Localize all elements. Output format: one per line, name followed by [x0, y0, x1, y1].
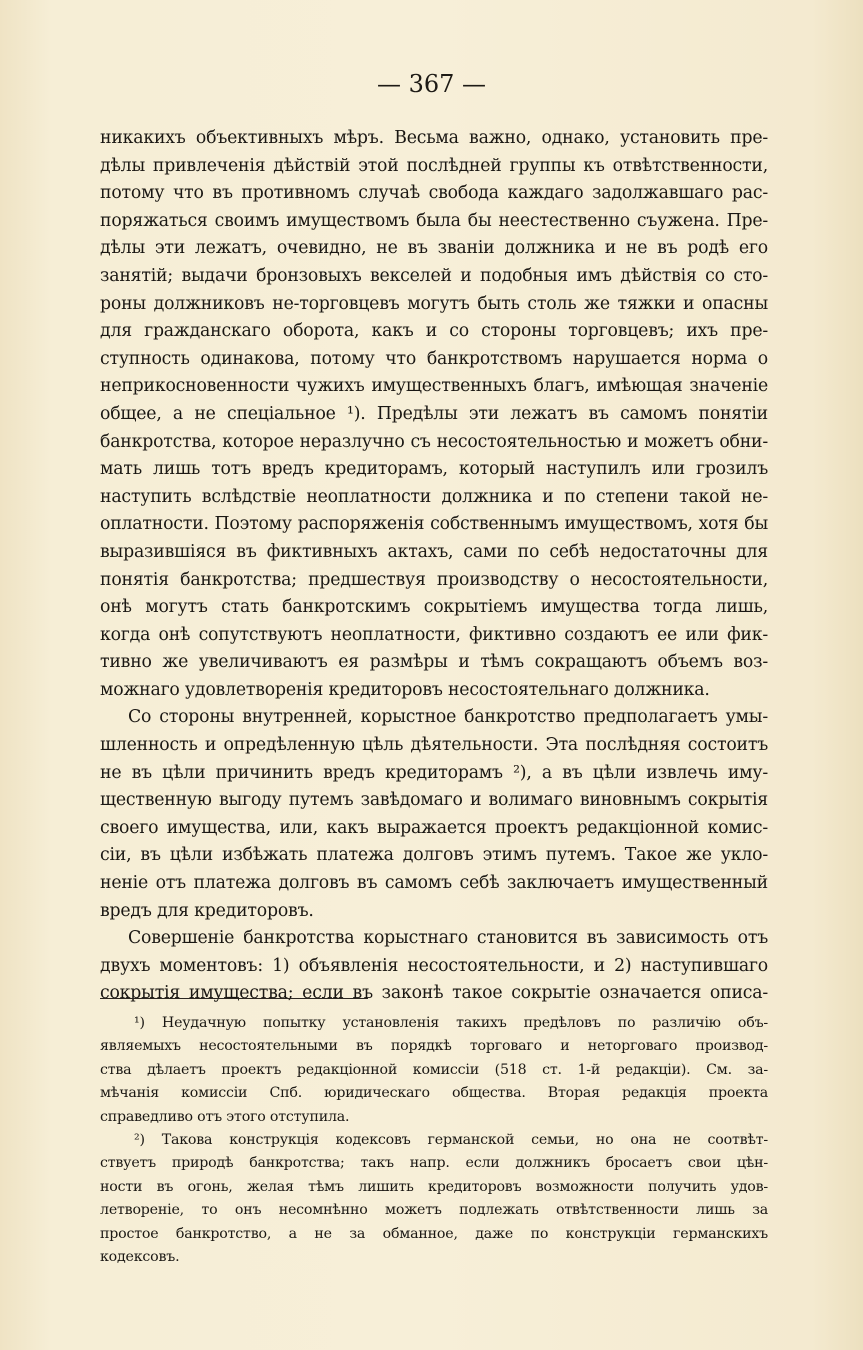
- text-line: понятія банкротства; предшествуя производству о несостоятельности,: [100, 569, 768, 590]
- footnote-line: справедливо отъ этого отступила.: [100, 1108, 350, 1125]
- main-text: [100, 125, 768, 1008]
- text-line: вредъ для кредиторовъ.: [100, 900, 314, 921]
- text-line: когда онѣ сопутствуютъ неоплатности, фиктивно создаютъ ее или фик-: [100, 624, 768, 645]
- text-line: наступить вслѣдствіе неоплатности должника и по степени такой не-: [100, 486, 768, 507]
- footnote-line: ¹) Неудачную попытку установленія такихъ предѣловъ по различію объ-: [134, 1015, 768, 1031]
- text-line: онѣ могутъ стать банкротскимъ сокрытіемъ имущества тогда лишь,: [100, 597, 768, 618]
- footnote-line: мѣчанія комиссіи Спб. юридическаго общества. Вторая редакція проекта: [100, 1085, 768, 1102]
- text-line: Со стороны внутренней, корыстное банкротство предполагаетъ умы-: [128, 707, 768, 728]
- text-line: тивно же увеличиваютъ ея размѣры и тѣмъ сокращаютъ объемъ воз-: [100, 652, 768, 673]
- text-line: для гражданскаго оборота, какъ и со стороны торговцевъ; ихъ пре-: [100, 321, 768, 342]
- text-line: роны должниковъ не-торговцевъ могутъ быть столь же тяжки и опасны: [100, 293, 768, 314]
- page-number: — 367 —: [376, 70, 487, 98]
- text-line: ступность одинакова, потому что банкротствомъ нарушается норма о: [100, 348, 768, 369]
- footnote-line: ²) Такова конструкція кодексовъ германской семьи, но она не соотвѣт-: [134, 1131, 768, 1148]
- text-line: шленность и опредѣленную цѣль дѣятельности. Эта послѣдняя состоитъ: [100, 735, 768, 756]
- text-line: занятій; выдачи бронзовыхъ векселей и подобныя имъ дѣйствія со сто-: [100, 265, 768, 286]
- text-line: неприкосновенности чужихъ имущественныхъ благъ, имѣющая значеніе: [100, 376, 768, 397]
- text-line: поряжаться своимъ имуществомъ была бы неестественно съужена. Пре-: [100, 210, 768, 231]
- footnote-line: кодексовъ.: [100, 1248, 180, 1265]
- text-line: никакихъ объективныхъ мѣръ. Весьма важно, однако, установить пре-: [100, 128, 768, 148]
- text-line: мать лишь тотъ вредъ кредиторамъ, который наступилъ или грозилъ: [100, 459, 768, 480]
- text-line: выразившіяся въ фиктивныхъ актахъ, сами по себѣ недостаточны для: [100, 541, 768, 562]
- text-line: дѣлы привлеченія дѣйствій этой послѣдней группы къ отвѣтственности,: [100, 155, 768, 176]
- text-line: Совершеніе банкротства корыстнаго становится въ зависимость отъ: [128, 928, 768, 949]
- footnote-divider: [100, 998, 368, 999]
- text-line: щественную выгоду путемъ завѣдомаго и волимаго виновнымъ сокрытія: [100, 790, 768, 811]
- footnote-line: ства дѣлаетъ проектъ редакціонной комиссіи (518 ст. 1-й редакціи). См. за-: [100, 1061, 768, 1078]
- text-line: двухъ моментовъ: 1) объявленія несостоятельности, и 2) наступившаго: [100, 955, 768, 976]
- text-line: оплатности. Поэтому распоряженія собственнымъ имуществомъ, хотя бы: [100, 514, 768, 535]
- footnote-line: являемыхъ несостоятельными въ порядкѣ торговаго и неторговаго производ-: [100, 1038, 768, 1055]
- footnote-line: ствуетъ природѣ банкротства; такъ напр. если должникъ бросаетъ свои цѣн-: [100, 1155, 768, 1172]
- footnote-line: летвореніе, то онъ несомнѣнно можетъ подлежать отвѣтственности лишь за: [100, 1202, 768, 1219]
- text-line: общее, а не спеціальное ¹). Предѣлы эти лежатъ въ самомъ понятіи: [100, 403, 768, 424]
- text-line: потому что въ противномъ случаѣ свобода каждаго задолжавшаго рас-: [100, 183, 768, 204]
- text-line: банкротства, которое неразлучно съ несостоятельностью и можетъ обни-: [100, 431, 768, 452]
- text-line: сокрытія имущества; если въ законѣ такое сокрытіе означается описа-: [100, 983, 768, 1004]
- text-line: не въ цѣли причинить вредъ кредиторамъ ²), а въ цѣли извлечь иму-: [100, 762, 768, 783]
- text-line: можнаго удовлетворенія кредиторовъ несостоятельнаго должника.: [100, 679, 710, 700]
- text-line: сіи, въ цѣли избѣжать платежа долговъ этимъ путемъ. Такое же укло-: [100, 845, 768, 866]
- footnote-line: простое банкротство, а не за обманное, даже по конструкціи германскихъ: [100, 1225, 768, 1242]
- text-line: неніе отъ платежа долговъ въ самомъ себѣ заключаетъ имущественный: [100, 873, 768, 894]
- footnote-line: ности въ огонь, желая тѣмъ лишить кредиторовъ возможности получить удов-: [100, 1178, 768, 1195]
- text-line: дѣлы эти лежатъ, очевидно, не въ званіи должника и не въ родѣ его: [100, 238, 768, 259]
- footnotes: [100, 1012, 768, 1269]
- text-line: своего имущества, или, какъ выражается проектъ редакціонной комис-: [100, 817, 768, 838]
